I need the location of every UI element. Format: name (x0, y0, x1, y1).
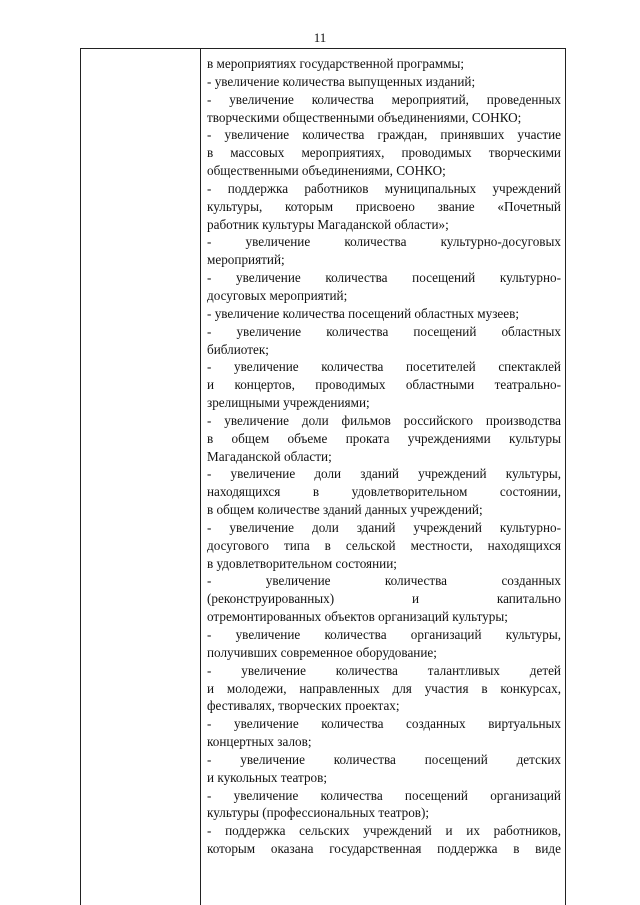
text-line: досуговых мероприятий; (207, 287, 348, 303)
table-left-cell (81, 49, 200, 905)
text-line: - поддержка работников муниципальных учреждений (207, 180, 561, 196)
table-right-cell (207, 55, 561, 858)
page-number: 11 (313, 30, 327, 45)
text-line: фестивалях, творческих проектах; (207, 698, 400, 714)
text-line: концертных залов; (207, 734, 312, 750)
text-line: - увеличение количества посещений областных (207, 323, 561, 339)
text-line: - увеличение количества организаций культуры, (207, 627, 561, 642)
text-line: мероприятий; (207, 252, 285, 268)
text-line: - увеличение количества посещений областных музеев; (207, 305, 520, 321)
text-line: культуры, которым присвоено звание «Почетный (207, 198, 561, 214)
text-line: - увеличение количества созданных виртуальных (207, 716, 561, 732)
text-line: - поддержка сельских учреждений и их работников, (207, 823, 561, 839)
text-line: находящихся в удовлетворительном состоянии, (207, 484, 561, 500)
text-line: общественными объединениями, СОНКО; (207, 163, 446, 179)
text-line: и кукольных театров; (207, 769, 328, 785)
text-line: досугового типа в сельской местности, находящихся (207, 537, 561, 553)
text-line: отремонтированных объектов организаций культуры; (207, 609, 508, 625)
text-line: творческими общественными объединениями, СОНКО; (207, 109, 522, 125)
text-line: в массовых мероприятиях, проводимых творческими (207, 145, 561, 161)
text-line: - увеличение доли зданий учреждений культурно- (207, 519, 561, 535)
text-line: - увеличение количества созданных (207, 573, 561, 589)
text-line: - увеличение количества выпущенных изданий; (207, 73, 476, 89)
text-line: в общем объеме проката учреждениями культуры (207, 430, 561, 446)
text-line: Магаданской области; (207, 448, 332, 464)
text-line: в мероприятиях государственной программы; (207, 56, 465, 71)
text-line: - увеличение количества посетителей спектаклей (207, 359, 561, 375)
text-line: культуры (профессиональных театров); (207, 805, 430, 821)
text-line: библиотек; (207, 341, 269, 357)
text-line: и молодежи, направленных для участия в конкурсах, (207, 680, 561, 696)
document-table (80, 48, 566, 905)
text-line: - увеличение количества мероприятий, проведенных (207, 91, 561, 107)
text-line: - увеличение доли зданий учреждений культуры, (207, 466, 561, 482)
text-line: и концертов, проводимых областными театрально- (207, 377, 561, 393)
text-line: в удовлетворительном состоянии; (207, 555, 397, 571)
text-line: - увеличение количества талантливых детей (207, 662, 561, 678)
text-line: которым оказана государственная поддержка в виде (207, 841, 561, 857)
column-divider (200, 49, 201, 905)
text-line: получивших современное оборудование; (207, 644, 437, 660)
text-line: - увеличение доли фильмов российского производства (207, 412, 561, 428)
text-line: - увеличение количества граждан, принявших участие (207, 127, 561, 143)
text-line: - увеличение количества культурно-досуговых (207, 234, 561, 250)
text-line: зрелищными учреждениями; (207, 395, 370, 411)
text-line: - увеличение количества посещений культурно- (207, 270, 561, 286)
text-line: в общем количестве зданий данных учреждений; (207, 502, 483, 518)
text-line: - увеличение количества посещений организаций (207, 787, 561, 803)
text-line: (реконструированных) и капитально (207, 591, 561, 607)
text-line: работник культуры Магаданской области»; (207, 216, 449, 232)
text-line: - увеличение количества посещений детских (207, 751, 561, 767)
